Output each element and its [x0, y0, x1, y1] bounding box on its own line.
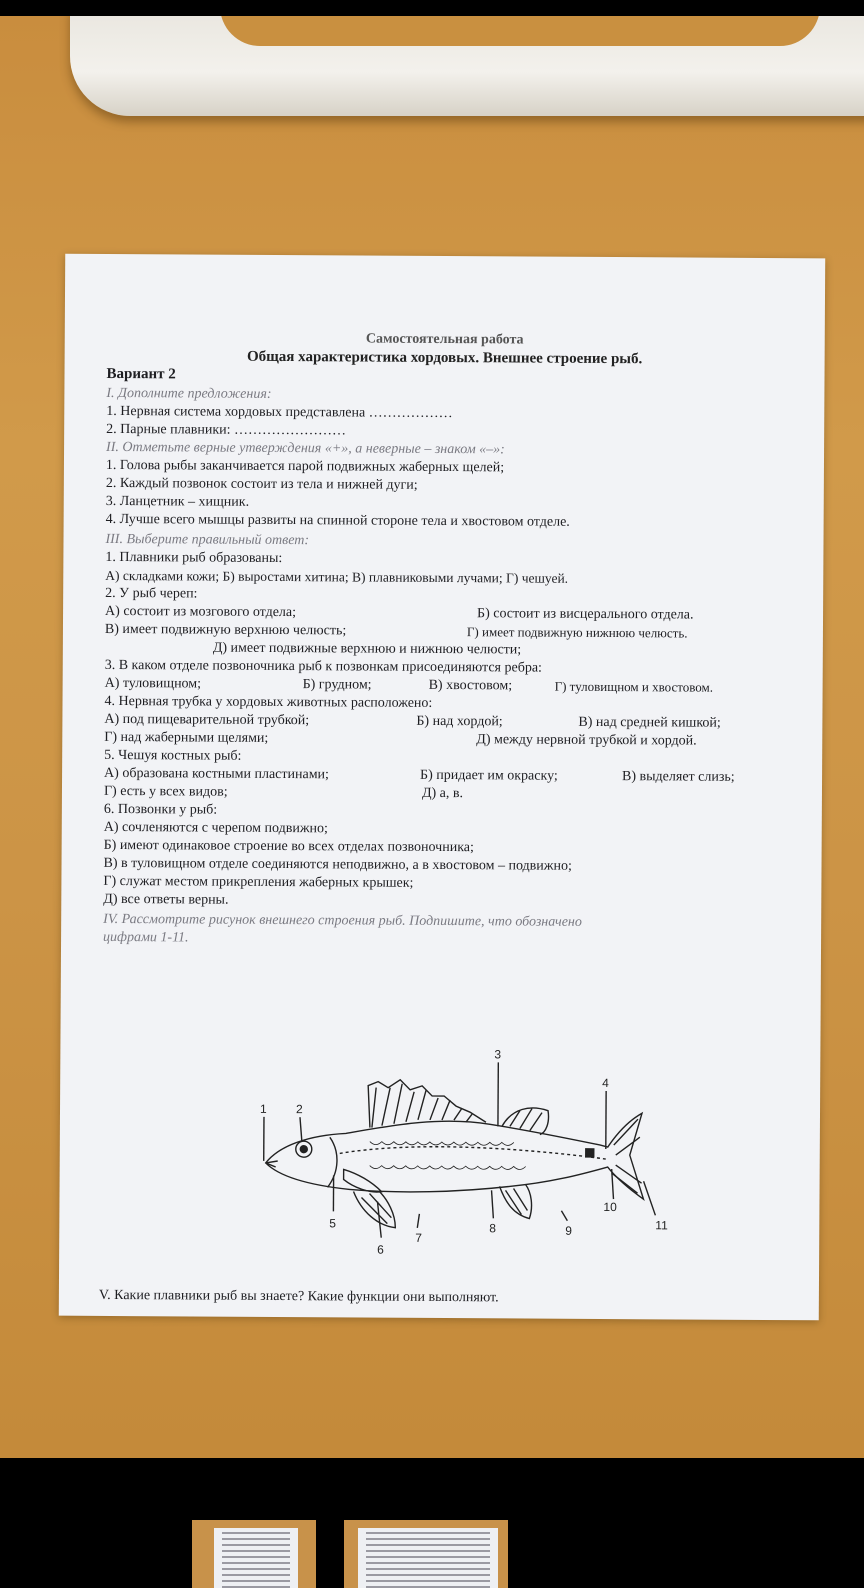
- q3-c: В) хвостовом;: [428, 677, 513, 694]
- q1-question: 1. Плавники рыб образованы:: [105, 549, 283, 567]
- q2-c: В) имеет подвижную верхнюю челюсть;: [104, 621, 347, 639]
- s2-item-2: 2. Каждый позвонок состоит из тела и нижней дуги;: [105, 475, 418, 493]
- s2-item-1: 1. Голова рыбы заканчивается парой подвижных жаберных щелей;: [105, 457, 505, 476]
- q1-options: А) складками кожи; Б) выростами хитина; В) плавниковыми лучами; Г) чешуей.: [105, 567, 569, 586]
- q2-b: Б) состоит из висцерального отдела.: [477, 606, 694, 623]
- anal-fin: [499, 1184, 531, 1218]
- fish-drawing: [249, 1041, 670, 1274]
- q2-question: 2. У рыб череп:: [105, 585, 198, 602]
- q5-question: 5. Чешуя костных рыб:: [104, 747, 242, 764]
- fish-figure: [249, 1041, 670, 1274]
- q5-e: Д) а, в.: [421, 785, 464, 802]
- photo: [0, 16, 864, 1458]
- section1-heading: I. Дополните предложения:: [106, 385, 272, 402]
- q6-d: Г) служат местом прикрепления жаберных крышек;: [103, 873, 414, 891]
- figure-label-5: 5: [329, 1216, 337, 1231]
- thumbnail-1[interactable]: [192, 1520, 316, 1588]
- figure-label-3: 3: [494, 1047, 502, 1062]
- thumbnail-2[interactable]: [344, 1520, 508, 1588]
- q3-d: Г) туловищном и хвостовом.: [554, 678, 714, 695]
- q6-a: А) сочленяются с черепом подвижно;: [103, 819, 328, 837]
- pectoral-fin: [344, 1169, 382, 1192]
- q6-c: В) в туловищном отделе соединяются неподвижно, а в хвостовом – подвижно;: [103, 855, 572, 874]
- figure-label-8: 8: [489, 1221, 497, 1236]
- dorsal-fin-1: [368, 1080, 486, 1129]
- q2-a: А) состоит из мозгового отдела;: [105, 603, 297, 621]
- q4-question: 4. Нервная трубка у хордовых животных расположено:: [104, 693, 433, 711]
- q3-a: А) туловищном;: [104, 675, 202, 692]
- q5-c: В) выделяет слизь;: [622, 769, 735, 785]
- q3-question: 3. В каком отделе позвоночника рыб к позвонкам присоединяются ребра:: [104, 657, 543, 676]
- figure-label-4: 4: [602, 1075, 609, 1091]
- q5-d: Г) есть у всех видов;: [103, 783, 228, 800]
- q6-e: Д) все ответы верны.: [103, 891, 229, 908]
- q5-a: А) образована костными пластинами;: [104, 765, 330, 783]
- figure-label-1: 1: [259, 1101, 267, 1116]
- desk-board: [70, 16, 864, 116]
- figure-label-6: 6: [377, 1242, 384, 1257]
- pelvic-fin: [353, 1191, 395, 1227]
- q4-a: А) под пищеварительной трубкой;: [104, 711, 310, 729]
- q2-e: Д) имеет подвижные верхнюю и нижнюю челюсти;: [212, 640, 522, 658]
- q2-d: Г) имеет подвижную нижнюю челюсть.: [466, 624, 688, 641]
- doc-title: Самостоятельная работа: [365, 331, 524, 348]
- worksheet: [59, 254, 825, 1321]
- section3-heading: III. Выберите правильный ответ:: [105, 531, 310, 549]
- figure-label-10: 10: [603, 1199, 617, 1215]
- section5-question: V. Какие плавники рыб вы знаете? Какие функции они выполняют.: [98, 1287, 499, 1306]
- variant: Вариант 2: [106, 365, 176, 383]
- s2-item-4: 4. Лучше всего мышцы развиты на спинной стороне тела и хвостовом отделе.: [105, 511, 570, 530]
- q6-b: Б) имеют одинаковое строение во всех отделах позвоночника;: [103, 837, 474, 856]
- q6-question: 6. Позвонки у рыб:: [103, 801, 218, 818]
- doc-subtitle: Общая характеристика хордовых. Внешнее строение рыб.: [246, 348, 643, 368]
- gill-cover: [328, 1137, 338, 1187]
- figure-label-9: 9: [565, 1223, 573, 1238]
- q3-b: Б) грудном;: [302, 677, 372, 693]
- section2-heading: II. Отметьте верные утверждения «+», а неверные – знаком «–»:: [106, 439, 505, 458]
- figure-label-7: 7: [415, 1230, 422, 1245]
- lateral-line: [340, 1146, 606, 1159]
- q4-b: Б) над хордой;: [416, 713, 503, 730]
- section4-heading-line2: цифрами 1-11.: [103, 929, 189, 946]
- q4-e: Д) между нервной трубкой и хордой.: [476, 732, 697, 749]
- s2-item-3: 3. Ланцетник – хищник.: [105, 493, 250, 510]
- s1-item-1: 1. Нервная система хордовых представлена ………………: [106, 403, 453, 422]
- s1-item-2: 2. Парные плавники: ……………………: [106, 421, 347, 439]
- section4-heading-line1: IV. Рассмотрите рисунок внешнего строения рыб. Подпишите, что обозначено: [103, 911, 582, 930]
- q4-d: Г) над жаберными щелями;: [104, 729, 269, 746]
- figure-label-11: 11: [655, 1218, 668, 1233]
- q5-b: Б) придает им окраску;: [420, 767, 558, 784]
- q4-c: В) над средней кишкой;: [578, 714, 721, 731]
- figure-label-2: 2: [295, 1102, 303, 1117]
